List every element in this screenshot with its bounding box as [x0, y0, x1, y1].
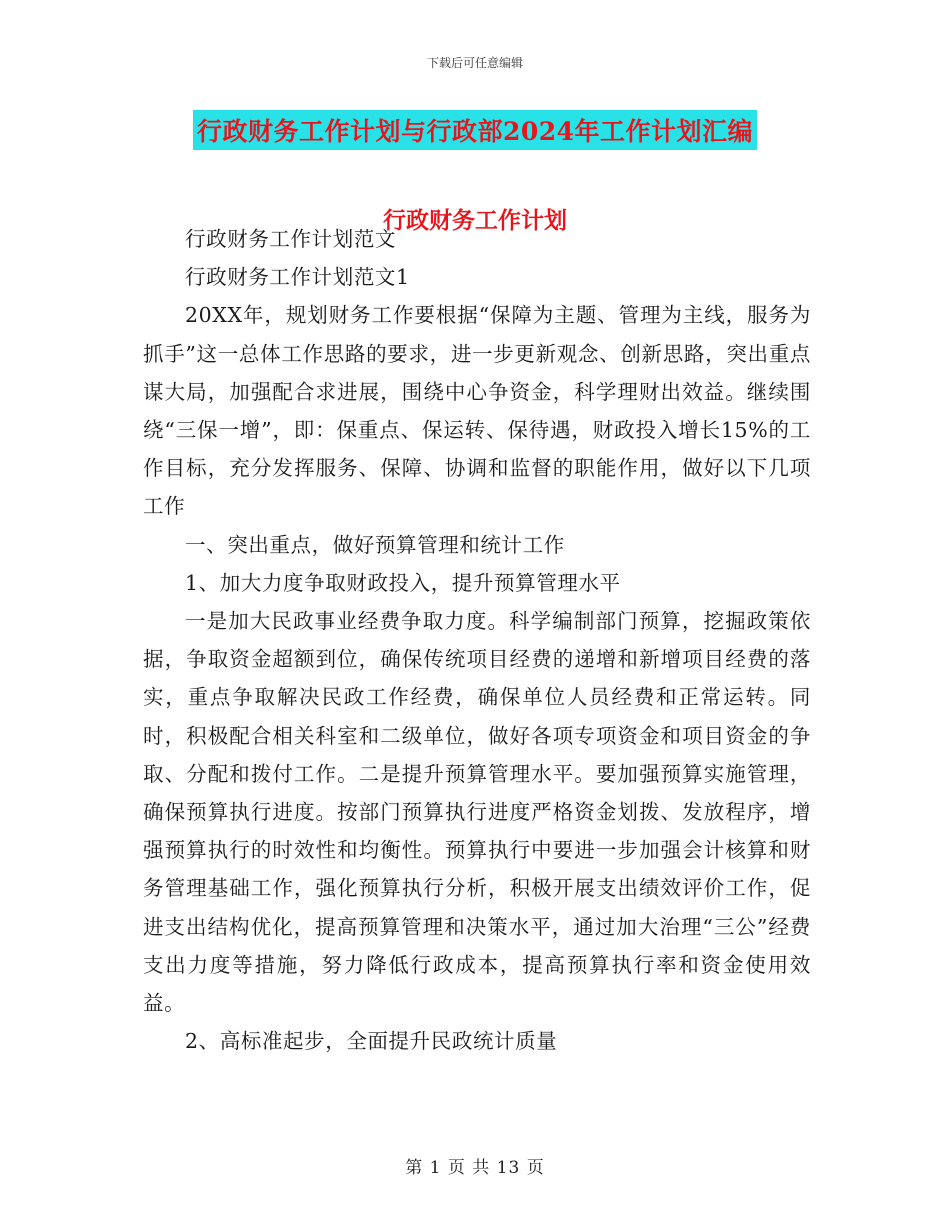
main-title-container [0, 110, 950, 150]
paragraph-5: 1、加大力度争取财政投入，提升预算管理水平 [185, 570, 621, 595]
paragraph-4: 一、突出重点，做好预算管理和统计工作 [185, 532, 565, 557]
page-header-note: 下载后可任意编辑 [426, 56, 523, 70]
document-body [143, 220, 811, 1060]
section-title: 行政财务工作计划 [383, 207, 567, 234]
paragraph-1: 行政财务工作计划范文 [185, 227, 397, 251]
paragraph-3: 20XX年，规划财务工作要根据“保障为主题、管理为主线，服务为抓手”这一总体工作思路的要求，进一步更新观念、创新思路，突出重点谋大局，加强配合求进展，围绕中心争资金，科学理财出效益。继续围绕“三保一增”，即：保重点、保运转、保待遇，财政投入增长15%的工作目标，充分发挥服务、保障、协调和监督的职能作用，做好以下几项工作 [143, 303, 811, 519]
paragraph-6: 一是加大民政事业经费争取力度。科学编制部门预算，挖掘政策依据，争取资金超额到位，确保传统项目经费的递增和新增项目经费的落实，重点争取解决民政工作经费，确保单位人员经费和正常运转。同时，积极配合相关科室和二级单位，做好各项专项资金和项目资金的争取、分配和拨付工作。二是提升预算管理水平。要加强预算实施管理，确保预算执行进度。按部门预算执行进度严格资金划拨、发放程序，增强预算执行的时效性和均衡性。预算执行中要进一步加强会计核算和财务管理基础工作，强化预算执行分析，积极开展支出绩效评价工作，促进支出结构优化，提高预算管理和决策水平，通过加大治理“三公”经费支出力度等措施，努力降低行政成本，提高预算执行率和资金使用效益。 [143, 609, 811, 1016]
document-main-title: 行政财务工作计划与行政部2024年工作计划汇编 [193, 110, 757, 150]
paragraph-7: 2、高标准起步，全面提升民政统计质量 [185, 1029, 558, 1054]
paragraph-2: 行政财务工作计划范文1 [185, 265, 410, 290]
page-number-footer: 第 1 页 共 13 页 [405, 1158, 545, 1178]
